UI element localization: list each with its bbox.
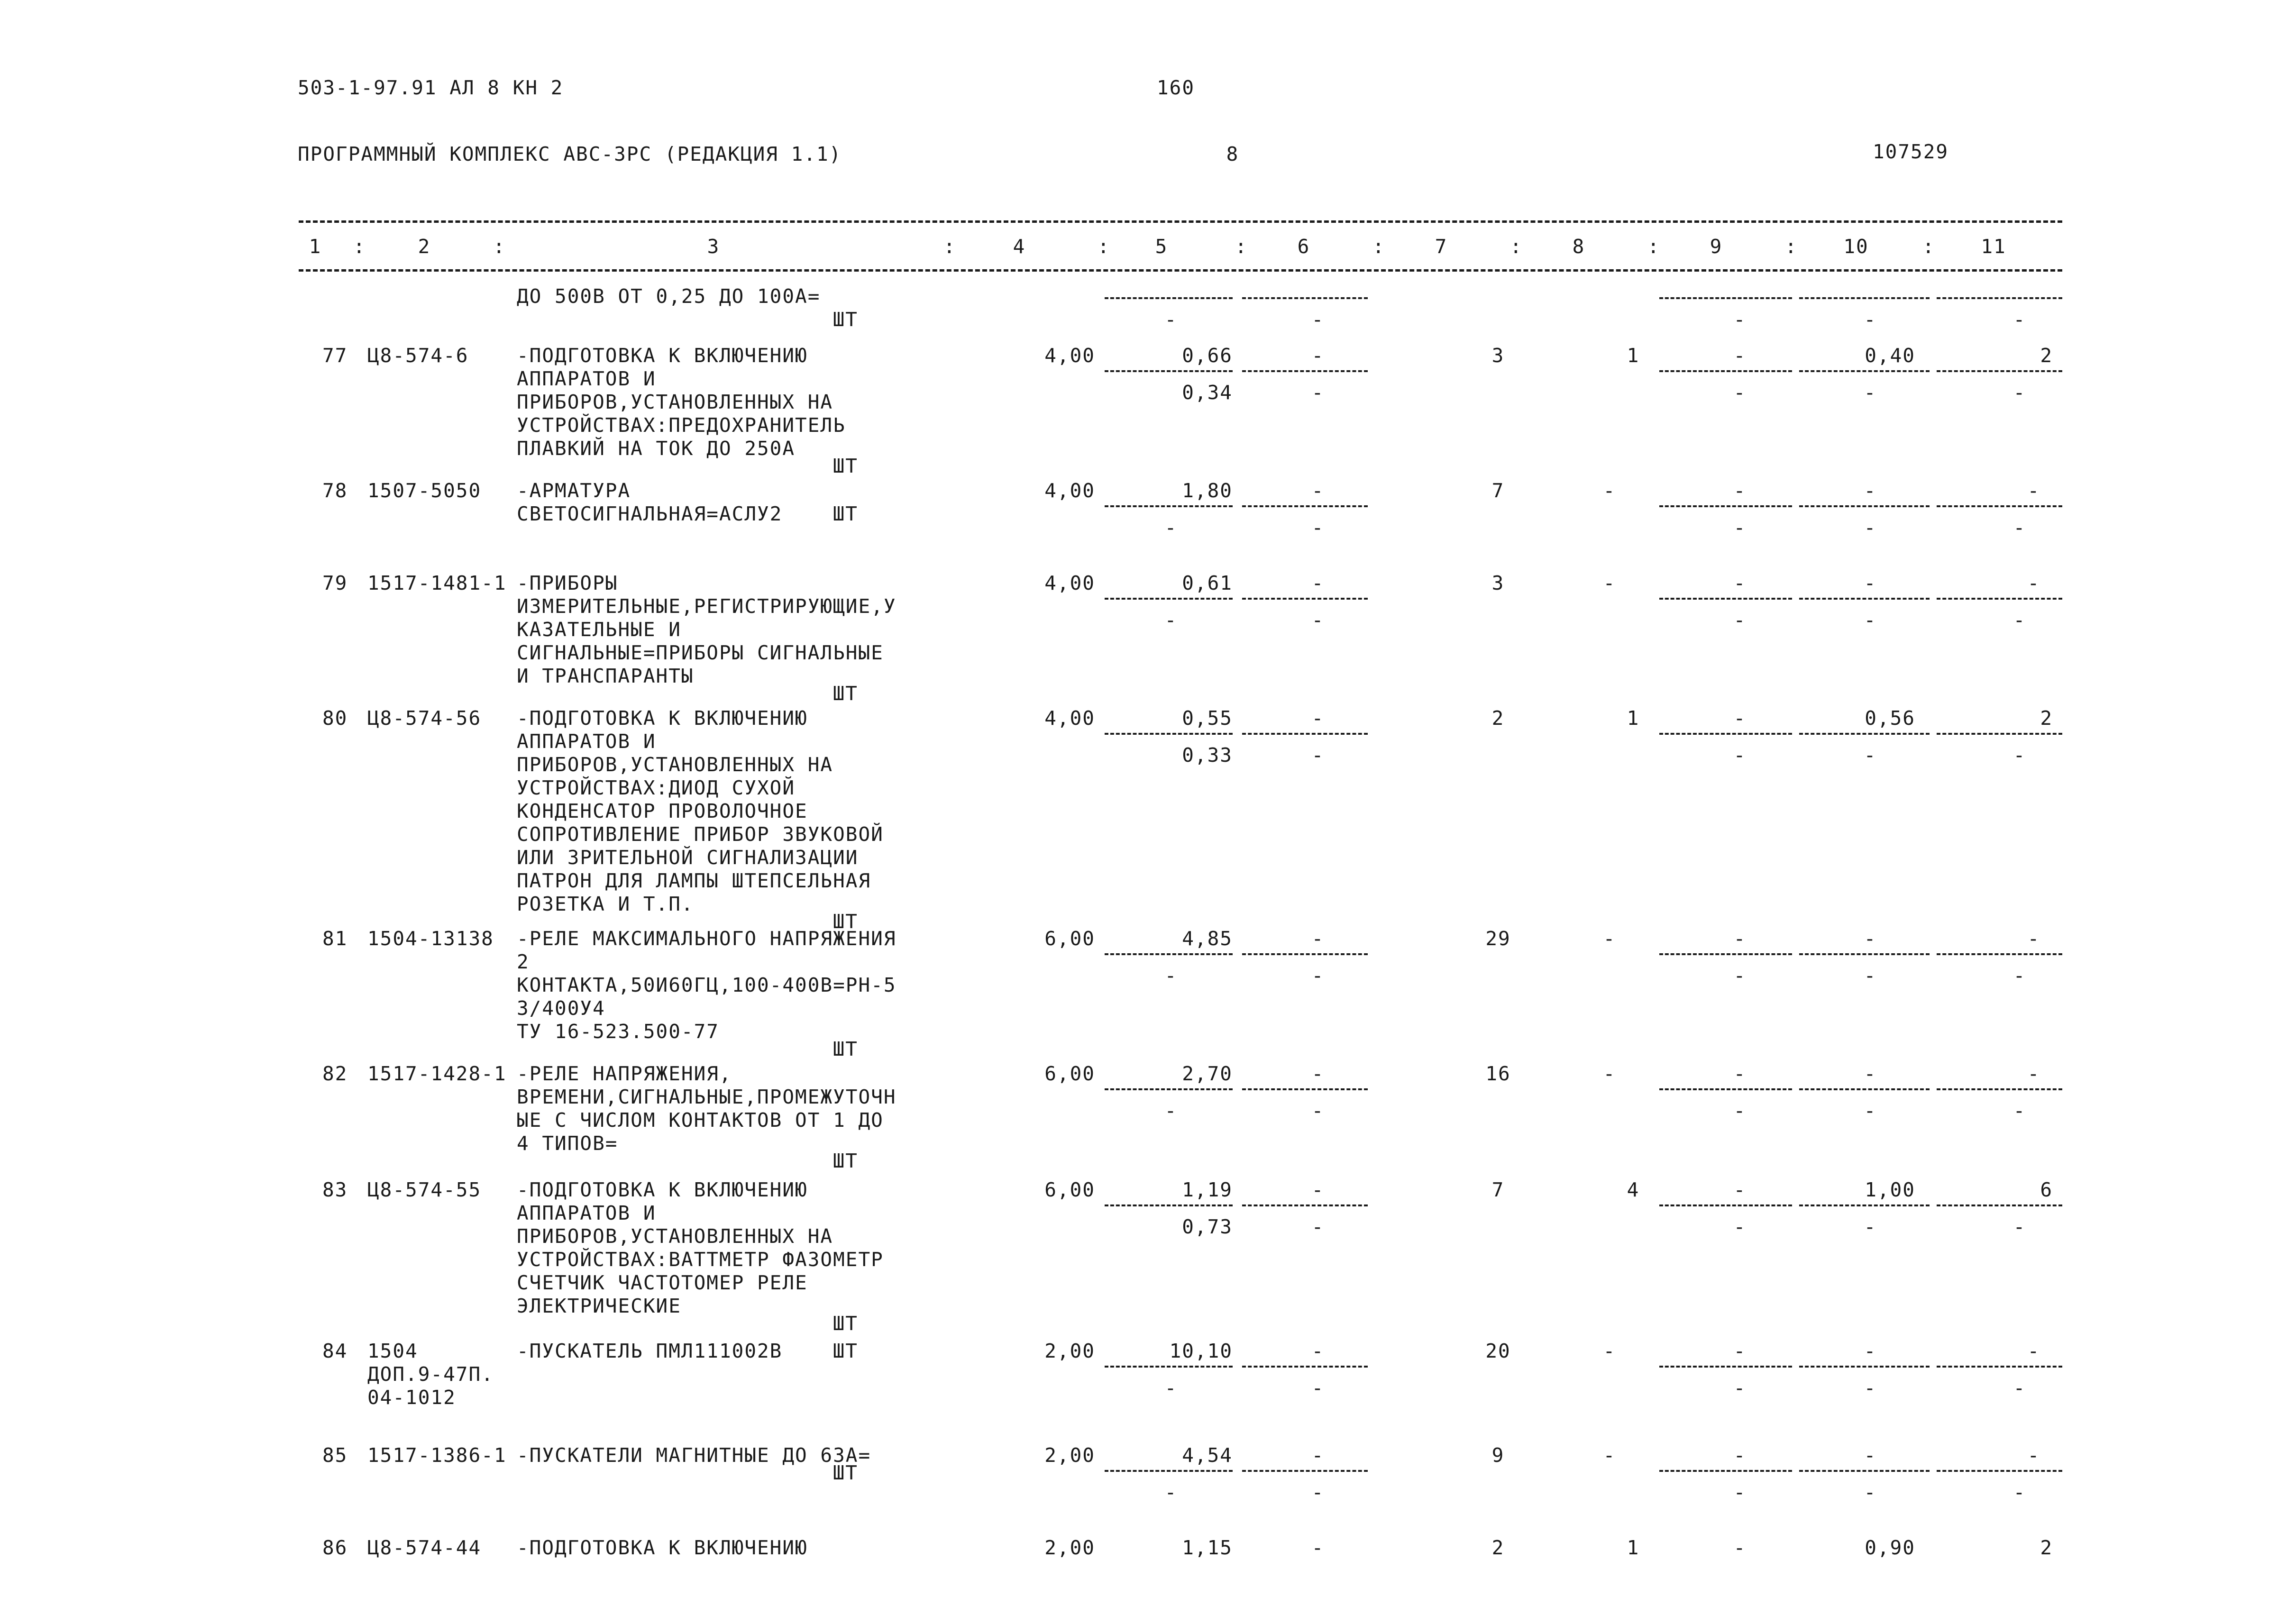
row-description-line: -ПОДГОТОВКА К ВКЛЮЧЕНИЮ [517, 707, 808, 730]
col-7-value: 20 [1485, 1340, 1511, 1362]
empty-cell-dash: - [1733, 1481, 1747, 1504]
col-5-value: 0,55 [1182, 707, 1233, 730]
row-description-line: 4 ТИПОВ= [517, 1132, 618, 1155]
row-description-line: АППАРАТОВ И [517, 367, 656, 390]
col-5-second-value: 0,33 [1182, 744, 1233, 766]
empty-cell-dash: - [1733, 1340, 1747, 1362]
unit-label: ШТ [832, 308, 858, 331]
col-10-value: 0,56 [1865, 707, 1915, 730]
row-number: 81 [322, 927, 348, 950]
empty-cell-dash: - [1864, 609, 1877, 631]
empty-cell-dash: - [1864, 1377, 1877, 1399]
unit-label: ШТ [832, 1150, 858, 1172]
column-11-rule [1937, 370, 2062, 372]
empty-cell-dash: - [2027, 1062, 2040, 1085]
col-header-8: 8 [1572, 235, 1585, 258]
col-5-value: 1,80 [1182, 479, 1233, 502]
col-5-value: 1,15 [1182, 1536, 1233, 1559]
row-number: 85 [322, 1444, 348, 1467]
row-description-line: -АРМАТУРА [517, 479, 631, 502]
row-code: 1517-1428-1 [367, 1062, 507, 1085]
col-4-value: 2,00 [1044, 1444, 1095, 1467]
empty-cell-dash: - [1311, 609, 1325, 631]
column-10-rule [1799, 953, 1930, 955]
empty-cell-dash: - [1311, 1215, 1325, 1238]
col-4-value: 2,00 [1044, 1536, 1095, 1559]
row-number: 83 [322, 1178, 348, 1201]
column-10-rule [1799, 1204, 1930, 1206]
row-description-line: ВРЕМЕНИ,СИГНАЛЬНЫЕ,ПРОМЕЖУТОЧН [517, 1086, 896, 1108]
row-number: 84 [322, 1340, 348, 1362]
row-number: 80 [322, 707, 348, 730]
empty-cell-dash: - [2013, 516, 2026, 539]
empty-cell-dash: - [1733, 1444, 1747, 1467]
empty-cell-dash: - [1164, 308, 1178, 331]
column-11-rule [1937, 1088, 2062, 1090]
empty-cell-dash: - [1603, 1340, 1616, 1362]
col-5-value: 4,54 [1182, 1444, 1233, 1467]
col-separator: : [353, 235, 366, 258]
empty-cell-dash: - [1603, 572, 1616, 594]
col-4-value: 6,00 [1044, 1062, 1095, 1085]
empty-cell-dash: - [2013, 609, 2026, 631]
col-separator: : [493, 235, 506, 258]
row-number: 79 [322, 572, 348, 594]
col-4-value: 2,00 [1044, 1340, 1095, 1362]
empty-cell-dash: - [2013, 964, 2026, 987]
empty-cell-dash: - [2027, 1444, 2040, 1467]
empty-cell-dash: - [1311, 1340, 1325, 1362]
row-description-line: КОНТАКТА,50И60ГЦ,100-400В=РН-5 [517, 974, 896, 996]
document-number: 107529 [1873, 140, 1949, 163]
empty-cell-dash: - [1733, 609, 1747, 631]
row-description-line: -ПУСКАТЕЛЬ ПМЛ111002В [517, 1340, 783, 1362]
column-5-rule [1105, 1366, 1233, 1368]
column-5-rule [1105, 953, 1233, 955]
row-description-line: КАЗАТЕЛЬНЫЕ И [517, 618, 681, 641]
empty-cell-dash: - [1311, 707, 1325, 730]
row-description-line: ТУ 16-523.500-77 [517, 1020, 719, 1043]
row-code: Ц8-574-56 [367, 707, 482, 730]
row-code: ДОП.9-47П. [367, 1363, 494, 1386]
column-10-rule [1799, 370, 1930, 372]
column-9-rule [1659, 733, 1792, 735]
row-description-line: И ТРАНСПАРАНТЫ [517, 665, 694, 687]
row-description-line: -РЕЛЕ НАПРЯЖЕНИЯ, [517, 1062, 732, 1085]
column-6-rule [1242, 505, 1368, 507]
col-11-value: 6 [2040, 1178, 2053, 1201]
table-top-rule [299, 220, 2062, 223]
col-8-value: 1 [1627, 344, 1640, 367]
empty-cell-dash: - [1164, 516, 1178, 539]
col-header-6: 6 [1297, 235, 1310, 258]
col-11-value: 2 [2040, 1536, 2053, 1559]
row-description-line: ИЗМЕРИТЕЛЬНЫЕ,РЕГИСТРИРУЮЩИЕ,У [517, 595, 896, 618]
column-9-rule [1659, 370, 1792, 372]
program-title: ПРОГРАММНЫЙ КОМПЛЕКС АВС-3РС (РЕДАКЦИЯ 1.1) [298, 143, 842, 165]
empty-cell-dash: - [1733, 927, 1747, 950]
unit-label: ШТ [832, 1038, 858, 1060]
sheet-number: 8 [1226, 143, 1239, 165]
col-8-value: 1 [1627, 707, 1640, 730]
column-9-rule [1659, 953, 1792, 955]
empty-cell-dash: - [1311, 1377, 1325, 1399]
col-header-10: 10 [1843, 235, 1869, 258]
empty-cell-dash: - [1164, 964, 1178, 987]
unit-label: ШТ [832, 682, 858, 705]
col-7-value: 7 [1491, 479, 1505, 502]
row-code: 1507-5050 [367, 479, 482, 502]
col-7-value: 2 [1491, 1536, 1505, 1559]
col-7-value: 2 [1491, 707, 1505, 730]
empty-cell-dash: - [1311, 516, 1325, 539]
column-5-rule [1105, 505, 1233, 507]
column-6-rule [1242, 598, 1368, 600]
col-7-value: 16 [1485, 1062, 1511, 1085]
column-10-rule [1799, 297, 1930, 299]
empty-cell-dash: - [1311, 964, 1325, 987]
row-number: 77 [322, 344, 348, 367]
row-code: 1517-1481-1 [367, 572, 507, 594]
column-9-rule [1659, 1470, 1792, 1472]
empty-cell-dash: - [1603, 927, 1616, 950]
empty-cell-dash: - [2013, 1215, 2026, 1238]
page-number: 160 [1156, 76, 1195, 99]
col-4-value: 4,00 [1044, 572, 1095, 594]
empty-cell-dash: - [1733, 1178, 1747, 1201]
empty-cell-dash: - [1733, 964, 1747, 987]
row-description-line: УСТРОЙСТВАХ:ДИОД СУХОЙ [517, 776, 796, 799]
empty-cell-dash: - [1603, 1444, 1616, 1467]
column-11-rule [1937, 953, 2062, 955]
col-10-value: 0,40 [1865, 344, 1915, 367]
row-code: 1517-1386-1 [367, 1444, 507, 1467]
column-5-rule [1105, 370, 1233, 372]
empty-cell-dash: - [2027, 1340, 2040, 1362]
column-9-rule [1659, 1088, 1792, 1090]
column-9-rule [1659, 297, 1792, 299]
column-6-rule [1242, 370, 1368, 372]
empty-cell-dash: - [1864, 479, 1877, 502]
row-description-line: ПРИБОРОВ,УСТАНОВЛЕННЫХ НА [517, 1225, 833, 1248]
empty-cell-dash: - [1733, 344, 1747, 367]
column-11-rule [1937, 598, 2062, 600]
empty-cell-dash: - [1733, 516, 1747, 539]
empty-cell-dash: - [1864, 1215, 1877, 1238]
empty-cell-dash: - [1864, 572, 1877, 594]
column-9-rule [1659, 505, 1792, 507]
col-separator: : [1510, 235, 1523, 258]
empty-cell-dash: - [1311, 479, 1325, 502]
col-7-value: 3 [1491, 572, 1505, 594]
empty-cell-dash: - [1733, 707, 1747, 730]
row-description-line: -ПОДГОТОВКА К ВКЛЮЧЕНИЮ [517, 1178, 808, 1201]
col-header-3: 3 [707, 235, 720, 258]
empty-cell-dash: - [1311, 1444, 1325, 1467]
column-10-rule [1799, 733, 1930, 735]
empty-cell-dash: - [1864, 308, 1877, 331]
empty-cell-dash: - [1733, 381, 1747, 404]
empty-cell-dash: - [1733, 572, 1747, 594]
column-6-rule [1242, 953, 1368, 955]
empty-cell-dash: - [1311, 1536, 1325, 1559]
col-10-value: 0,90 [1865, 1536, 1915, 1559]
col-5-value: 2,70 [1182, 1062, 1233, 1085]
row-description-line: РОЗЕТКА И Т.П. [517, 893, 694, 915]
column-5-rule [1105, 733, 1233, 735]
empty-cell-dash: - [1311, 344, 1325, 367]
col-header-4: 4 [1013, 235, 1026, 258]
column-5-rule [1105, 1088, 1233, 1090]
row-number: 86 [322, 1536, 348, 1559]
row-description-line: 3/400У4 [517, 997, 605, 1020]
column-6-rule [1242, 1366, 1368, 1368]
column-10-rule [1799, 1366, 1930, 1368]
empty-cell-dash: - [2013, 1377, 2026, 1399]
empty-cell-dash: - [1311, 1062, 1325, 1085]
col-7-value: 3 [1491, 344, 1505, 367]
row-code: Ц8-574-44 [367, 1536, 482, 1559]
empty-cell-dash: - [2027, 479, 2040, 502]
empty-cell-dash: - [1733, 1215, 1747, 1238]
empty-cell-dash: - [1311, 927, 1325, 950]
col-4-value: 4,00 [1044, 479, 1095, 502]
empty-cell-dash: - [1733, 308, 1747, 331]
empty-cell-dash: - [1733, 744, 1747, 766]
continuation-desc-line: ДО 500В ОТ 0,25 ДО 100А= [517, 285, 821, 308]
col-separator: : [1372, 235, 1385, 258]
empty-cell-dash: - [1864, 1340, 1877, 1362]
column-10-rule [1799, 505, 1930, 507]
unit-label: ШТ [832, 455, 858, 477]
column-11-rule [1937, 505, 2062, 507]
empty-cell-dash: - [1864, 964, 1877, 987]
col-11-value: 2 [2040, 707, 2053, 730]
col-8-value: 1 [1627, 1536, 1640, 1559]
empty-cell-dash: - [1164, 1377, 1178, 1399]
row-description-line: ЭЛЕКТРИЧЕСКИЕ [517, 1295, 681, 1317]
empty-cell-dash: - [1311, 572, 1325, 594]
empty-cell-dash: - [1311, 1099, 1325, 1122]
empty-cell-dash: - [2027, 572, 2040, 594]
row-code: 1504 [367, 1340, 418, 1362]
empty-cell-dash: - [1311, 1481, 1325, 1504]
column-10-rule [1799, 598, 1930, 600]
empty-cell-dash: - [1164, 609, 1178, 631]
col-separator: : [943, 235, 956, 258]
row-description-line: -ПРИБОРЫ [517, 572, 618, 594]
empty-cell-dash: - [1864, 1099, 1877, 1122]
row-description-line: ПАТРОН ДЛЯ ЛАМПЫ ШТЕПСЕЛЬНАЯ [517, 869, 871, 892]
empty-cell-dash: - [1733, 1099, 1747, 1122]
row-number: 78 [322, 479, 348, 502]
col-7-value: 9 [1491, 1444, 1505, 1467]
row-description-line: -ПОДГОТОВКА К ВКЛЮЧЕНИЮ [517, 344, 808, 367]
col-5-value: 0,66 [1182, 344, 1233, 367]
col-header-1: 1 [309, 235, 322, 258]
table-header-rule [299, 269, 2062, 272]
unit-label: ШТ [832, 1312, 858, 1335]
row-description-line: УСТРОЙСТВАХ:ПРЕДОХРАНИТЕЛЬ [517, 414, 846, 437]
col-4-value: 4,00 [1044, 707, 1095, 730]
empty-cell-dash: - [1311, 1178, 1325, 1201]
empty-cell-dash: - [1733, 479, 1747, 502]
column-6-rule [1242, 1088, 1368, 1090]
empty-cell-dash: - [1864, 927, 1877, 950]
row-description-line: АППАРАТОВ И [517, 1202, 656, 1224]
empty-cell-dash: - [1864, 1481, 1877, 1504]
empty-cell-dash: - [2013, 381, 2026, 404]
column-11-rule [1937, 1470, 2062, 1472]
column-9-rule [1659, 598, 1792, 600]
empty-cell-dash: - [1733, 1377, 1747, 1399]
row-description-line: ПРИБОРОВ,УСТАНОВЛЕННЫХ НА [517, 391, 833, 413]
col-5-value: 1,19 [1182, 1178, 1233, 1201]
row-description-line: СОПРОТИВЛЕНИЕ ПРИБОР ЗВУКОВОЙ [517, 823, 884, 846]
col-header-7: 7 [1435, 235, 1448, 258]
col-5-value: 0,61 [1182, 572, 1233, 594]
col-7-value: 29 [1485, 927, 1511, 950]
column-6-rule [1242, 1204, 1368, 1206]
row-code: Ц8-574-6 [367, 344, 469, 367]
col-separator: : [1785, 235, 1798, 258]
col-11-value: 2 [2040, 344, 2053, 367]
col-5-value: 4,85 [1182, 927, 1233, 950]
empty-cell-dash: - [1603, 1062, 1616, 1085]
column-10-rule [1799, 1470, 1930, 1472]
row-code: Ц8-574-55 [367, 1178, 482, 1201]
column-5-rule [1105, 1470, 1233, 1472]
row-description-line: АППАРАТОВ И [517, 730, 656, 753]
empty-cell-dash: - [1164, 1481, 1178, 1504]
empty-cell-dash: - [1311, 744, 1325, 766]
empty-cell-dash: - [1733, 1536, 1747, 1559]
column-6-rule [1242, 733, 1368, 735]
col-separator: : [1235, 235, 1248, 258]
row-description-line: ИЛИ ЗРИТЕЛЬНОЙ СИГНАЛИЗАЦИИ [517, 846, 859, 869]
row-description-line: ПРИБОРОВ,УСТАНОВЛЕННЫХ НА [517, 753, 833, 776]
empty-cell-dash: - [1164, 1099, 1178, 1122]
column-11-rule [1937, 297, 2062, 299]
col-header-11: 11 [1981, 235, 2006, 258]
unit-label: ШТ [832, 1461, 858, 1484]
empty-cell-dash: - [1864, 516, 1877, 539]
document-code: 503-1-97.91 АЛ 8 КН 2 [298, 76, 564, 99]
row-description-line: -ПУСКАТЕЛИ МАГНИТНЫЕ ДО 63А= [517, 1444, 871, 1467]
column-6-rule [1242, 297, 1368, 299]
unit-label: ШТ [832, 910, 858, 933]
empty-cell-dash: - [1603, 479, 1616, 502]
unit-label: ШТ [832, 502, 858, 525]
col-separator: : [1647, 235, 1660, 258]
row-description-line: КОНДЕНСАТОР ПРОВОЛОЧНОЕ [517, 800, 808, 822]
col-8-value: 4 [1627, 1178, 1640, 1201]
col-5-second-value: 0,73 [1182, 1215, 1233, 1238]
empty-cell-dash: - [1864, 1444, 1877, 1467]
empty-cell-dash: - [2013, 1481, 2026, 1504]
column-5-rule [1105, 1204, 1233, 1206]
col-header-2: 2 [418, 235, 431, 258]
col-separator: : [1098, 235, 1110, 258]
empty-cell-dash: - [2013, 1099, 2026, 1122]
col-4-value: 6,00 [1044, 927, 1095, 950]
column-6-rule [1242, 1470, 1368, 1472]
row-description-line: СИГНАЛЬНЫЕ=ПРИБОРЫ СИГНАЛЬНЫЕ [517, 641, 884, 664]
row-number: 82 [322, 1062, 348, 1085]
column-9-rule [1659, 1204, 1792, 1206]
col-4-value: 6,00 [1044, 1178, 1095, 1201]
empty-cell-dash: - [1864, 744, 1877, 766]
column-5-rule [1105, 297, 1233, 299]
col-4-value: 4,00 [1044, 344, 1095, 367]
unit-label: ШТ [832, 1340, 858, 1362]
column-11-rule [1937, 1366, 2062, 1368]
col-5-value: 10,10 [1169, 1340, 1233, 1362]
row-description-line: УСТРОЙСТВАХ:ВАТТМЕТР ФАЗОМЕТР [517, 1248, 884, 1271]
empty-cell-dash: - [2013, 308, 2026, 331]
row-description-line: -ПОДГОТОВКА К ВКЛЮЧЕНИЮ [517, 1536, 808, 1559]
row-description-line: СЧЕТЧИК ЧАСТОТОМЕР РЕЛЕ [517, 1271, 808, 1294]
col-header-9: 9 [1710, 235, 1723, 258]
empty-cell-dash: - [1864, 1062, 1877, 1085]
empty-cell-dash: - [2013, 744, 2026, 766]
row-code: 04-1012 [367, 1386, 456, 1409]
empty-cell-dash: - [2027, 927, 2040, 950]
row-description-line: ЫЕ С ЧИСЛОМ КОНТАКТОВ ОТ 1 ДО [517, 1109, 884, 1131]
col-header-5: 5 [1155, 235, 1168, 258]
empty-cell-dash: - [1311, 381, 1325, 404]
col-7-value: 7 [1491, 1178, 1505, 1201]
row-code: 1504-13138 [367, 927, 494, 950]
empty-cell-dash: - [1311, 308, 1325, 331]
empty-cell-dash: - [1733, 1062, 1747, 1085]
column-5-rule [1105, 598, 1233, 600]
row-description-line: 2 [517, 950, 530, 973]
col-separator: : [1922, 235, 1935, 258]
row-description-line: -РЕЛЕ МАКСИМАЛЬНОГО НАПРЯЖЕНИЯ [517, 927, 896, 950]
empty-cell-dash: - [1864, 381, 1877, 404]
column-11-rule [1937, 733, 2062, 735]
col-10-value: 1,00 [1865, 1178, 1915, 1201]
column-10-rule [1799, 1088, 1930, 1090]
col-5-second-value: 0,34 [1182, 381, 1233, 404]
column-9-rule [1659, 1366, 1792, 1368]
column-11-rule [1937, 1204, 2062, 1206]
row-description-line: СВЕТОСИГНАЛЬНАЯ=АСЛУ2 [517, 502, 783, 525]
row-description-line: ПЛАВКИЙ НА ТОК ДО 250А [517, 437, 796, 460]
